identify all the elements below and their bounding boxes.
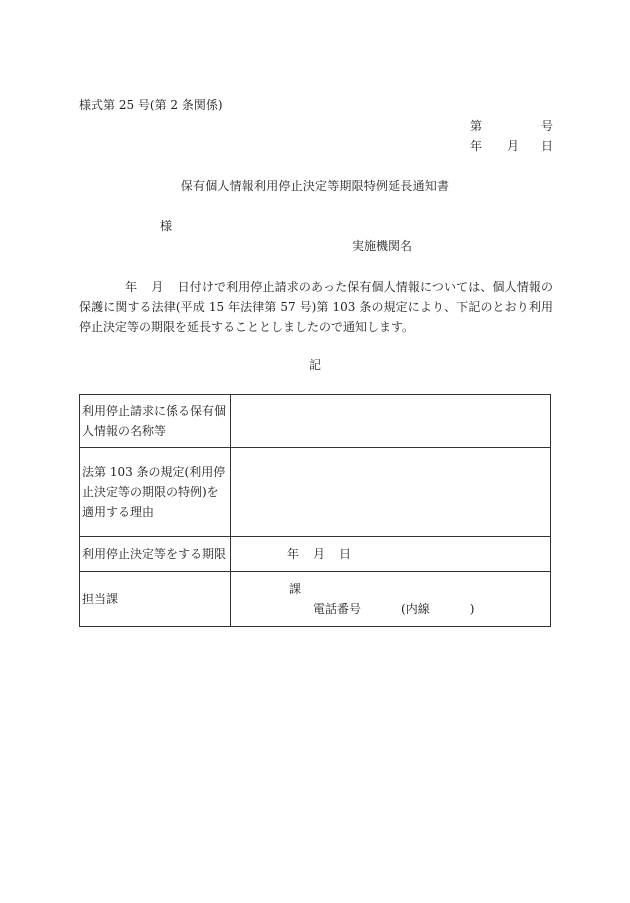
body-text: 日付けで利用停止請求のあった保有個人情報については、個人情報の保護に関する法律(平成 15 年法律第 57 号)第 103 条の規定により、下記のとおり利用停止決定等の期限を延長することとしましたので通知します。 <box>79 280 553 334</box>
table-row <box>80 572 551 627</box>
info-table <box>79 394 551 627</box>
addressee-honorific: 様 <box>160 219 173 233</box>
body-paragraph <box>79 277 553 337</box>
table-row <box>80 537 551 572</box>
body-month-label: 月 <box>151 280 164 294</box>
row-label-info-name: 利用停止請求に係る保有個人情報の名称等 <box>80 395 231 448</box>
deadline-day: 日 <box>339 547 352 561</box>
phone-label: 電話番号 <box>313 602 362 616</box>
row-label-deadline: 利用停止決定等をする期限 <box>80 537 231 572</box>
deadline-year: 年 <box>287 547 300 561</box>
form-number: 様式第 25 号(第 2 条関係) <box>79 98 223 112</box>
document-title: 保有個人情報利用停止決定等期限特例延長通知書 <box>180 179 450 193</box>
date-month-label: 月 <box>507 139 520 153</box>
table-row <box>80 448 551 537</box>
document-number-suffix: 号 <box>541 119 554 133</box>
row-label-reason: 法第 103 条の規定(利用停止決定等の期限の特例)を適用する理由 <box>80 448 231 537</box>
row-label-department: 担当課 <box>80 572 231 627</box>
ki-heading: 記 <box>308 358 321 372</box>
deadline-month: 月 <box>313 547 326 561</box>
agency-name: 実施機関名 <box>352 239 413 253</box>
row-value-reason <box>231 448 551 537</box>
row-value-department <box>231 572 551 627</box>
department-ka-label: 課 <box>289 582 302 596</box>
row-value-info-name <box>231 395 551 448</box>
table-row <box>80 395 551 448</box>
row-value-deadline <box>231 537 551 572</box>
extension-close: ) <box>469 602 475 616</box>
date-year-label: 年 <box>470 139 483 153</box>
date-day-label: 日 <box>541 139 554 153</box>
body-year-label: 年 <box>125 280 138 294</box>
document-number-label: 第 <box>470 119 483 133</box>
extension-open: (内線 <box>401 602 430 616</box>
